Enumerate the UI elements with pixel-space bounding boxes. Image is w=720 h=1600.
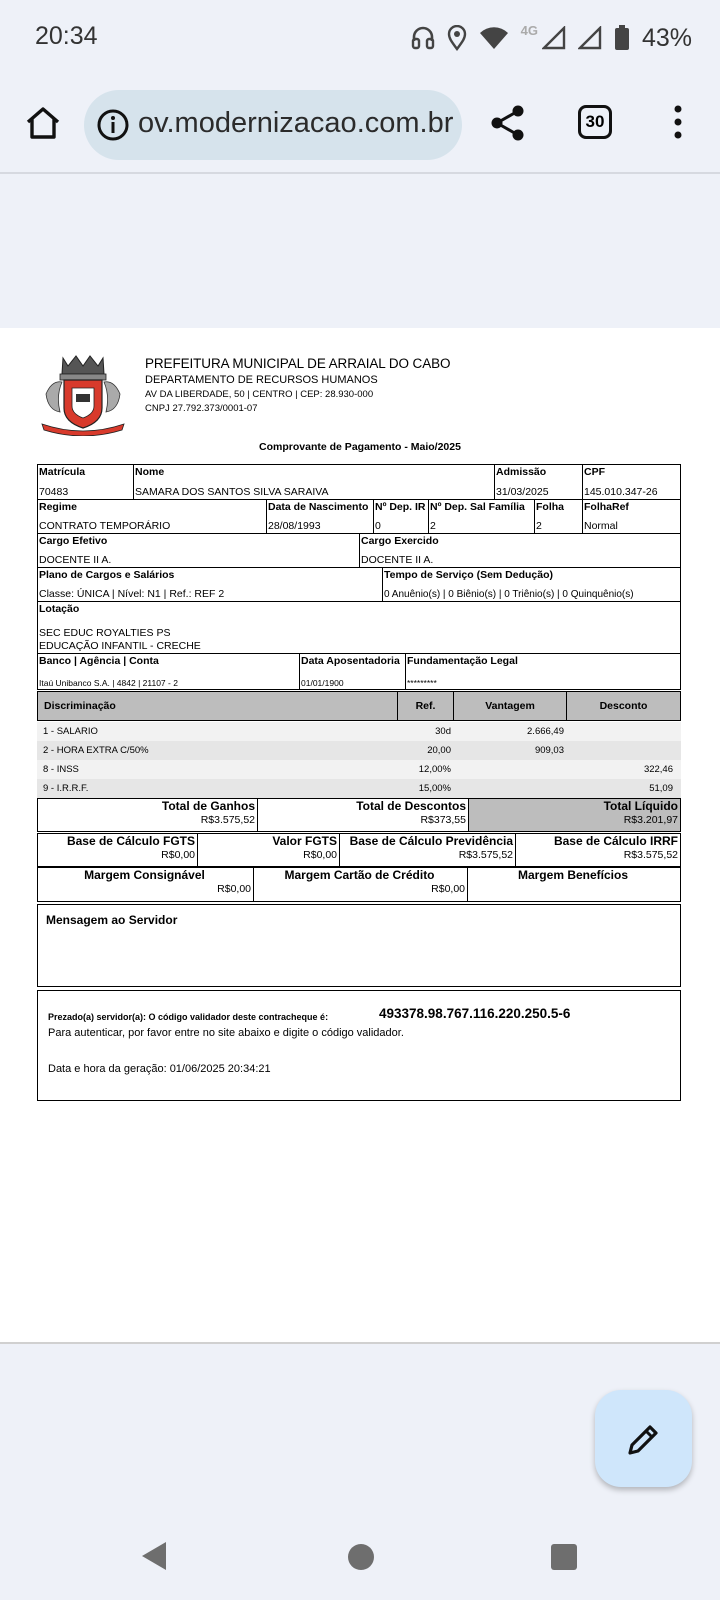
totals-row xyxy=(37,798,681,832)
item-vantagem: 2.666,49 xyxy=(527,726,564,737)
recents-icon[interactable] xyxy=(551,1544,577,1570)
field-value: 01/01/1900 xyxy=(301,678,344,688)
base-label: Base de Cálculo IRRF xyxy=(553,834,678,848)
field-label: Data de Nascimento xyxy=(268,501,369,513)
back-icon[interactable] xyxy=(140,1540,168,1572)
share-icon[interactable] xyxy=(488,103,528,143)
field-value: 2 xyxy=(430,520,436,532)
edit-fab-button[interactable] xyxy=(595,1390,692,1487)
field-dep-sal-familia xyxy=(429,500,535,534)
item-ref: 12,00% xyxy=(418,764,451,775)
field-nome xyxy=(134,465,495,500)
item-desc: 1 - SALARIO xyxy=(43,726,98,737)
page-blank-area xyxy=(0,175,720,328)
field-nascimento xyxy=(267,500,374,534)
url-text[interactable]: ov.modernizacao.com.br xyxy=(138,107,454,139)
base-value: R$3.575,52 xyxy=(458,849,513,861)
field-label: Admissão xyxy=(496,466,547,478)
item-desconto: 322,46 xyxy=(643,764,673,775)
validation-instructions: Para autenticar, por favor entre no site abaixo e digite o código validador. xyxy=(48,1027,404,1039)
system-nav-bar xyxy=(0,1516,720,1600)
margem-cartao xyxy=(254,868,468,901)
base-value: R$0,00 xyxy=(303,849,337,861)
margem-beneficios xyxy=(468,868,680,901)
field-label: Cargo Efetivo xyxy=(39,535,108,547)
margin-label: Margem Cartão de Crédito xyxy=(284,868,435,882)
total-liquido xyxy=(469,799,680,831)
validation-box xyxy=(37,990,681,1101)
items-table-header xyxy=(37,691,681,721)
field-value: SAMARA DOS SANTOS SILVA SARAIVA xyxy=(135,486,329,498)
field-value: Normal xyxy=(584,520,618,532)
field-cpf xyxy=(583,465,680,500)
base-previdencia xyxy=(340,834,516,866)
item-desconto: 51,09 xyxy=(649,783,673,794)
field-label: Nº Dep. Sal Família xyxy=(430,501,525,513)
employee-info-grid xyxy=(37,464,681,690)
field-value: DOCENTE II A. xyxy=(361,554,434,566)
total-descontos xyxy=(258,799,469,831)
field-folharef xyxy=(583,500,680,534)
headset-icon xyxy=(411,25,435,51)
message-label: Mensagem ao Servidor xyxy=(46,913,178,927)
field-tempo-servico xyxy=(383,568,680,602)
items-table-body xyxy=(37,722,681,798)
message-box xyxy=(37,904,681,987)
valor-fgts xyxy=(198,834,340,866)
base-label: Valor FGTS xyxy=(272,834,337,848)
field-value: EDUCAÇÃO INFANTIL - CRECHE xyxy=(39,640,201,652)
field-value: CONTRATO TEMPORÁRIO xyxy=(39,520,171,532)
base-value: R$3.575,52 xyxy=(623,849,678,861)
total-value: R$3.575,52 xyxy=(200,814,255,826)
pencil-icon xyxy=(626,1421,662,1457)
field-label: Plano de Cargos e Salários xyxy=(39,569,175,581)
org-name: PREFEITURA MUNICIPAL DE ARRAIAL DO CABO xyxy=(145,356,451,371)
department-name: DEPARTAMENTO DE RECURSOS HUMANOS xyxy=(145,374,378,386)
field-regime xyxy=(38,500,267,534)
col-ref: Ref. xyxy=(397,692,453,720)
tabs-button[interactable]: 30 xyxy=(578,105,612,139)
status-icons xyxy=(411,20,692,56)
item-vantagem: 909,03 xyxy=(534,745,564,756)
base-value: R$0,00 xyxy=(161,849,195,861)
field-value: ********* xyxy=(407,678,437,688)
field-matricula xyxy=(38,465,134,500)
address-bar[interactable] xyxy=(84,90,462,160)
base-irrf xyxy=(516,834,680,866)
field-value: DOCENTE II A. xyxy=(39,554,112,566)
validation-intro: Prezado(a) servidor(a): O código validador deste contracheque é: xyxy=(48,1012,329,1022)
item-ref: 20,00 xyxy=(427,745,451,756)
field-plano-cargos xyxy=(38,568,383,602)
field-label: Banco | Agência | Conta xyxy=(39,655,159,667)
wifi-icon xyxy=(479,26,509,50)
field-value: 70483 xyxy=(39,486,69,498)
base-fgts xyxy=(38,834,198,866)
table-row xyxy=(37,741,681,760)
field-cargo-exercido xyxy=(360,534,680,568)
field-label: Tempo de Serviço (Sem Dedução) xyxy=(384,569,554,581)
document-header xyxy=(145,356,450,417)
field-fundamentacao xyxy=(406,654,680,689)
item-ref: 30d xyxy=(435,726,451,737)
field-aposentadoria xyxy=(300,654,406,689)
field-label: Nome xyxy=(135,466,165,478)
field-lotacao xyxy=(38,602,680,654)
network-type: 4G xyxy=(520,22,538,38)
municipal-crest-logo xyxy=(38,352,128,436)
field-value: 2 xyxy=(536,520,542,532)
field-label: Lotação xyxy=(39,603,80,615)
margins-row xyxy=(37,867,681,902)
item-desc: 2 - HORA EXTRA C/50% xyxy=(43,745,149,756)
field-label: Nº Dep. IR xyxy=(375,501,426,513)
signal-icon xyxy=(542,26,566,50)
bases-row xyxy=(37,833,681,867)
item-ref: 15,00% xyxy=(418,783,451,794)
field-banco xyxy=(38,654,300,689)
field-label: Cargo Exercido xyxy=(361,535,439,547)
document-title: Comprovante de Pagamento - Maio/2025 xyxy=(259,441,461,453)
field-value: 28/08/1993 xyxy=(268,520,321,532)
margin-value: R$0,00 xyxy=(217,883,251,895)
location-icon xyxy=(447,25,467,51)
col-discriminacao: Discriminação xyxy=(44,700,116,712)
margin-value: R$0,00 xyxy=(431,883,465,895)
field-label: FolhaRef xyxy=(584,501,629,513)
field-admissao xyxy=(495,465,583,500)
field-label: Data Aposentadoria xyxy=(301,655,400,667)
field-label: Regime xyxy=(39,501,77,513)
org-address: AV DA LIBERDADE, 50 | CENTRO | CEP: 28.930-000 xyxy=(145,389,374,400)
generation-timestamp: Data e hora da geração: 01/06/2025 20:34:21 xyxy=(48,1063,271,1075)
field-cargo-efetivo xyxy=(38,534,360,568)
total-ganhos xyxy=(38,799,258,831)
signal-icon-2 xyxy=(578,26,602,50)
battery-level: 43% xyxy=(641,23,692,52)
total-value: R$3.201,97 xyxy=(623,814,678,826)
item-desc: 8 - INSS xyxy=(43,764,79,775)
total-value: R$373,55 xyxy=(420,814,466,826)
field-value: 31/03/2025 xyxy=(496,486,549,498)
info-icon[interactable] xyxy=(96,108,130,142)
table-row xyxy=(37,760,681,779)
more-menu-icon[interactable] xyxy=(664,102,692,142)
field-value: SEC EDUC ROYALTIES PS xyxy=(39,627,171,639)
field-value: 145.010.347-26 xyxy=(584,486,658,498)
base-label: Base de Cálculo FGTS xyxy=(66,834,195,848)
field-value: Itaú Unibanco S.A. | 4842 | 21107 - 2 xyxy=(39,678,178,688)
field-label: Fundamentação Legal xyxy=(407,655,518,667)
col-desconto: Desconto xyxy=(566,692,680,720)
field-value: 0 xyxy=(375,520,381,532)
table-row xyxy=(37,779,681,798)
status-time: 20:34 xyxy=(35,22,98,50)
home-nav-icon[interactable] xyxy=(348,1544,374,1570)
org-cnpj: CNPJ 27.792.373/0001-07 xyxy=(145,403,258,414)
validation-code: 493378.98.767.116.220.250.5-6 xyxy=(379,1006,571,1021)
table-row xyxy=(37,722,681,741)
margem-consignavel xyxy=(38,868,254,901)
margin-label: Margem Benefícios xyxy=(517,868,629,882)
field-folha xyxy=(535,500,583,534)
field-label: Folha xyxy=(536,501,564,513)
field-value: Classe: ÚNICA | Nível: N1 | Ref.: REF 2 xyxy=(39,588,225,600)
total-label: Total de Ganhos xyxy=(161,799,255,813)
field-value: 0 Anuênio(s) | 0 Biênio(s) | 0 Triênio(s) | 0 Quinquênio(s) xyxy=(384,589,634,600)
base-label: Base de Cálculo Previdência xyxy=(349,834,513,848)
field-label: CPF xyxy=(584,466,605,478)
battery-icon xyxy=(614,25,630,51)
total-label: Total Líquido xyxy=(603,799,678,813)
field-label: Matrícula xyxy=(39,466,86,478)
total-label: Total de Descontos xyxy=(356,799,466,813)
status-bar xyxy=(0,0,720,78)
margin-label: Margem Consignável xyxy=(84,868,205,882)
browser-toolbar xyxy=(0,78,720,174)
item-desc: 9 - I.R.R.F. xyxy=(43,783,89,794)
home-icon[interactable] xyxy=(24,104,62,142)
field-dep-ir xyxy=(374,500,429,534)
col-vantagem: Vantagem xyxy=(453,692,566,720)
